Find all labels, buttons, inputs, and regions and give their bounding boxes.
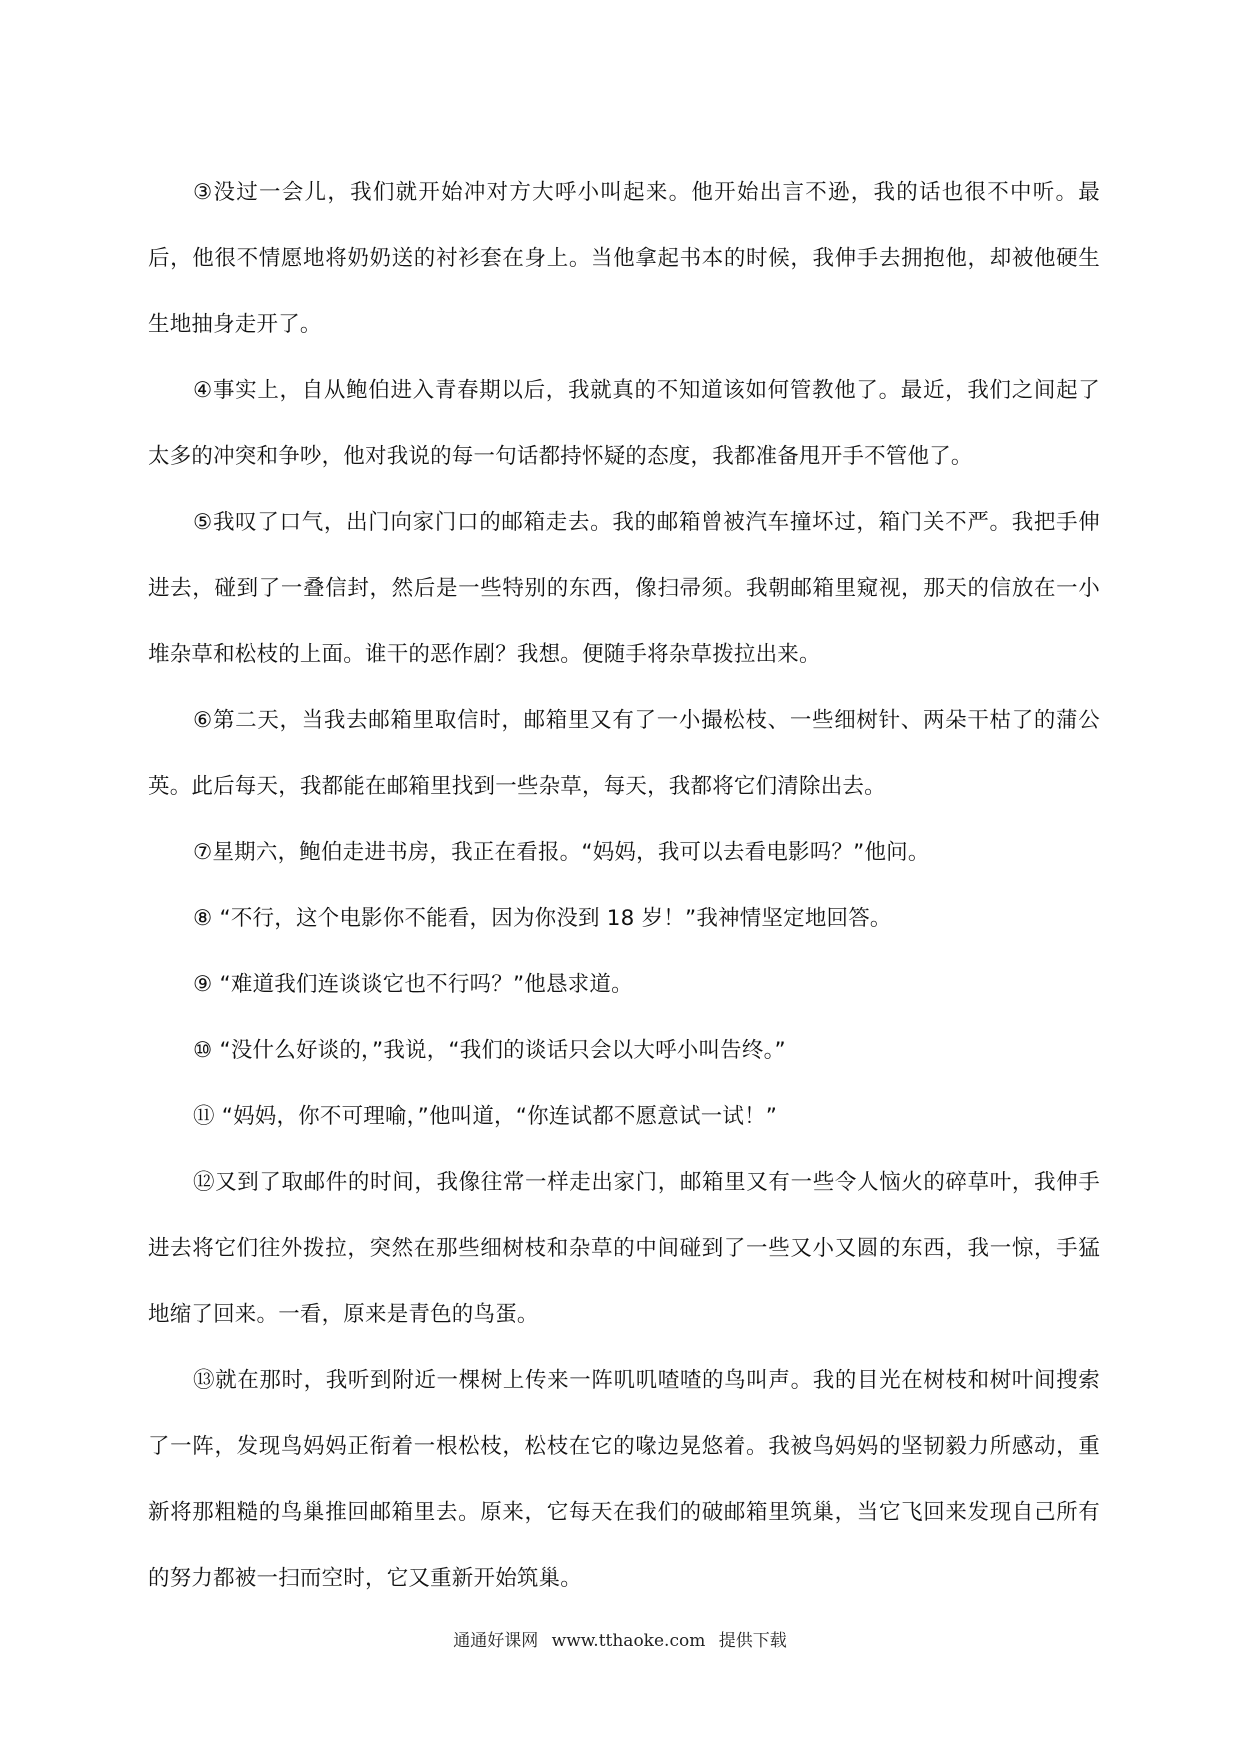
paragraph-12: ⑫又到了取邮件的时间，我像往常一样走出家门，邮箱里又有一些令人恼火的碎草叶，我伸手进去将它们往外拨拉，突然在那些细树枝和杂草的中间碰到了一些又小又圆的东西，我一惊，手猛地缩了回来。一看，原来是青色的鸟蛋。 [148, 1170, 1100, 1327]
paragraph-5: ⑤我叹了口气，出门向家门口的邮箱走去。我的邮箱曾被汽车撞坏过，箱门关不严。我把手伸进去，碰到了一叠信封，然后是一些特别的东西，像扫帚须。我朝邮箱里窥视，那天的信放在一小堆杂草和松枝的上面。谁干的恶作剧？我想。便随手将杂草拨拉出来。 [148, 510, 1100, 667]
paragraph-8: ⑧ “不行，这个电影你不能看，因为你没到 18 岁！”我神情坚定地回答。 [193, 906, 892, 931]
paragraph-7: ⑦星期六，鲍伯走进书房，我正在看报。“妈妈，我可以去看电影吗？”他问。 [193, 840, 930, 865]
article-body [148, 160, 1100, 1612]
paragraph-9: ⑨ “难道我们连谈谈它也不行吗？”他恳求道。 [193, 972, 633, 997]
paragraph-11: ⑪ “妈妈，你不可理喻，”他叫道，“你连试都不愿意试一试！” [193, 1104, 778, 1129]
footer-url[interactable]: www.tthaoke.com [551, 1631, 706, 1651]
paragraph-13: ⑬就在那时，我听到附近一棵树上传来一阵叽叽喳喳的鸟叫声。我的目光在树枝和树叶间搜索了一阵，发现鸟妈妈正衔着一根松枝，松枝在它的喙边晃悠着。我被鸟妈妈的坚韧毅力所感动，重新将那粗糙的鸟巢推回邮箱里去。原来，它每天在我们的破邮箱里筑巢，当它飞回来发现自己所有的努力都被一扫而空时，它又重新开始筑巢。 [148, 1368, 1100, 1591]
page-footer [0, 1626, 1240, 1651]
paragraph-10: ⑩ “没什么好谈的，”我说，“我们的谈话只会以大呼小叫告终。” [193, 1038, 786, 1063]
paragraph-3: ③没过一会儿，我们就开始冲对方大呼小叫起来。他开始出言不逊，我的话也很不中听。最后，他很不情愿地将奶奶送的衬衫套在身上。当他拿起书本的时候，我伸手去拥抱他，却被他硬生生地抽身走开了。 [148, 180, 1100, 337]
footer-suffix: 提供下载 [718, 1631, 787, 1651]
paragraph-6: ⑥第二天，当我去邮箱里取信时，邮箱里又有了一小撮松枝、一些细树针、两朵干枯了的蒲公英。此后每天，我都能在邮箱里找到一些杂草，每天，我都将它们清除出去。 [148, 708, 1100, 799]
footer-site-name: 通通好课网 [453, 1631, 539, 1651]
paragraph-4: ④事实上，自从鲍伯进入青春期以后，我就真的不知道该如何管教他了。最近，我们之间起了太多的冲突和争吵，他对我说的每一句话都持怀疑的态度，我都准备甩开手不管他了。 [148, 378, 1100, 469]
